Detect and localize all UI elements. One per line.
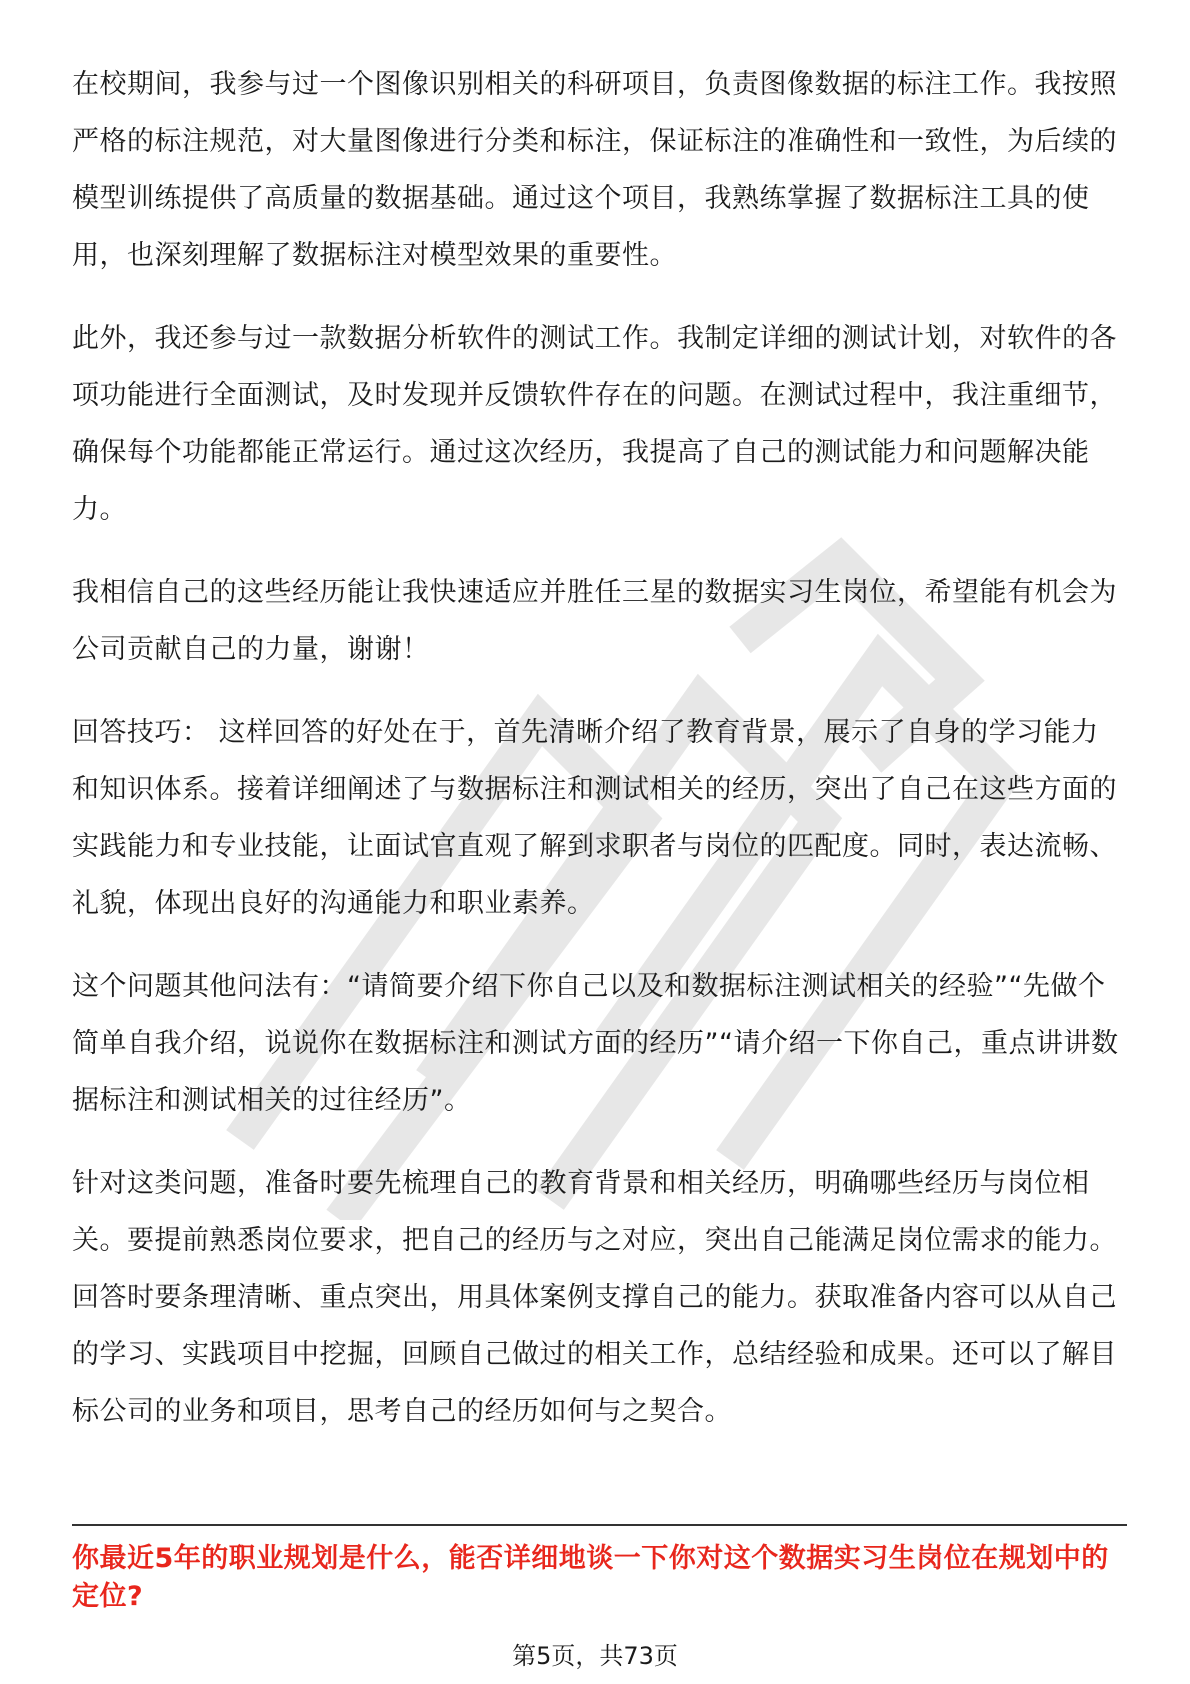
paragraph-answer-tips: 回答技巧： 这样回答的好处在于，首先清晰介绍了教育背景，展示了自身的学习能力和知识体系。接着详细阐述了与数据标注和测试相关的经历，突出了自己在这些方面的实践能力和专业技能，让面试官直观了解到求职者与岗位的匹配度。同时，表达流畅、礼貌，体现出良好的沟通能力和职业素养。	[72, 717, 1117, 919]
paragraph-alternative-questions: 这个问题其他问法有：“请简要介绍下你自己以及和数据标注测试相关的经验”“先做个简单自我介绍，说说你在数据标注和测试方面的经历”“请介绍一下你自己，重点讲讲数据标注和测试相关的过往经历”。	[72, 971, 1119, 1116]
paragraph-testing-experience: 此外，我还参与过一款数据分析软件的测试工作。我制定详细的测试计划，对软件的各项功能进行全面测试，及时发现并反馈软件存在的问题。在测试过程中，我注重细节，确保每个功能都能正常运行。通过这次经历，我提高了自己的测试能力和问题解决能力。	[72, 323, 1117, 525]
page-number-footer: 第5页，共73页	[512, 1642, 678, 1670]
section-divider	[72, 1524, 1127, 1526]
next-question-heading: 你最近5年的职业规划是什么，能否详细地谈一下你对这个数据实习生岗位在规划中的定位?	[72, 1543, 1109, 1612]
body-content	[72, 56, 1122, 1466]
paragraph-closing: 我相信自己的这些经历能让我快速适应并胜任三星的数据实习生岗位，希望能有机会为公司贡献自己的力量，谢谢！	[72, 577, 1117, 665]
paragraph-project-experience: 在校期间，我参与过一个图像识别相关的科研项目，负责图像数据的标注工作。我按照严格的标注规范，对大量图像进行分类和标注，保证标注的准确性和一致性，为后续的模型训练提供了高质量的数据基础。通过这个项目，我熟练掌握了数据标注工具的使用，也深刻理解了数据标注对模型效果的重要性。	[72, 69, 1117, 271]
paragraph-preparation-advice: 针对这类问题，准备时要先梳理自己的教育背景和相关经历，明确哪些经历与岗位相关。要提前熟悉岗位要求，把自己的经历与之对应，突出自己能满足岗位需求的能力。回答时要条理清晰、重点突出，用具体案例支撑自己的能力。获取准备内容可以从自己的学习、实践项目中挖掘，回顾自己做过的相关工作，总结经验和成果。还可以了解目标公司的业务和项目，思考自己的经历如何与之契合。	[72, 1168, 1117, 1427]
